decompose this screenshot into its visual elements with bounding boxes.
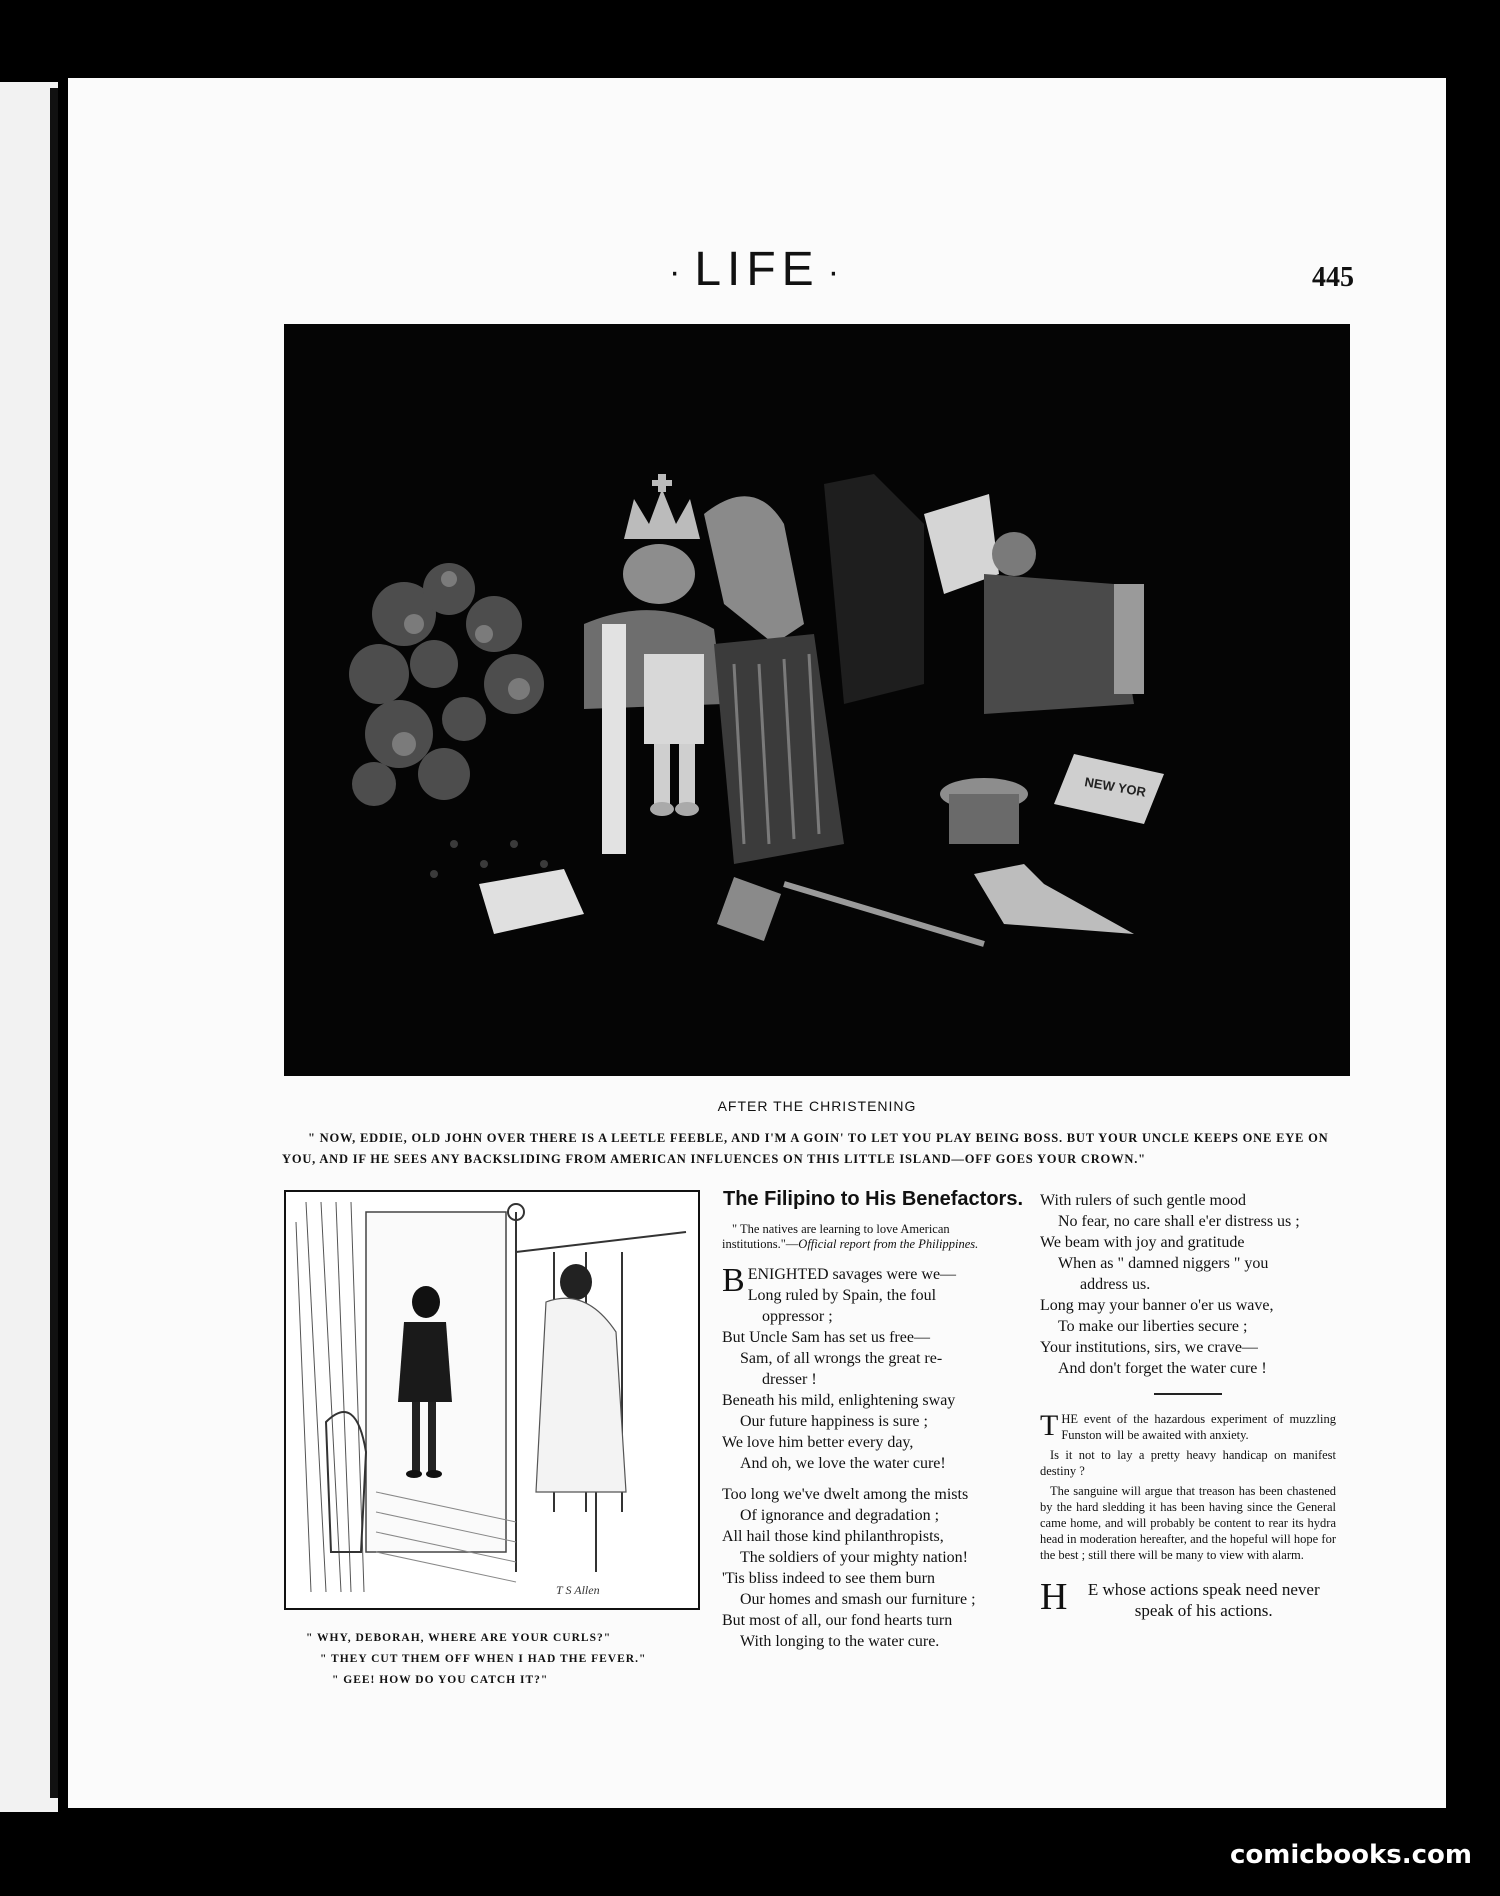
page-number: 445: [1312, 262, 1354, 293]
section-divider: [1154, 1393, 1222, 1395]
magazine-page: [68, 78, 1446, 1808]
book-spine: [50, 88, 58, 1798]
poem-stanza-1: [722, 1264, 1024, 1474]
poem-line: Too long we've dwelt among the mists: [722, 1486, 969, 1503]
main-cartoon-quote: " NOW, EDDIE, OLD JOHN OVER THERE IS A LEETLE FEEBLE, AND I'M A GOIN' TO LET YOU PLAY BEING BOSS. BUT YOUR UNCLE KEEPS ONE EYE ON YOU, AND IF HE SEES ANY BACKSLIDING FROM AMERICAN INFLUENCES ON THIS LITTLE ISLAND—OFF GOES YOUR CROWN.": [282, 1131, 1329, 1166]
poem-title: The Filipino to His Benefactors.: [722, 1188, 1024, 1210]
maxim: H E whose actions speak need never speak of his actions.: [1040, 1576, 1320, 1620]
masthead-title: LIFE: [694, 243, 820, 296]
poem-line: No fear, no care shall e'er distress us ;: [1058, 1213, 1300, 1230]
poem-line: Sam, of all wrongs the great re-: [740, 1350, 943, 1367]
poem-line: We love him better every day,: [722, 1434, 914, 1451]
masthead-dot-left: ·: [668, 252, 687, 291]
artist-signature: T S Allen: [556, 1583, 600, 1597]
poem-line: When as " damned niggers " you: [1058, 1255, 1269, 1272]
poem-line: Our future happiness is sure ;: [740, 1413, 928, 1430]
poem-line: The soldiers of your mighty nation!: [740, 1549, 968, 1566]
watermark: comicbooks.com: [1229, 1840, 1472, 1870]
poem-line: And don't forget the water cure !: [1058, 1360, 1267, 1377]
poem-line: Your institutions, sirs, we crave—: [1040, 1339, 1258, 1356]
poem-line: We beam with joy and gratitude: [1040, 1234, 1245, 1251]
poem-line: With longing to the water cure.: [740, 1633, 940, 1650]
poem-line: 'Tis bliss indeed to see them burn: [722, 1570, 935, 1587]
epigraph-source: Official report from the Philippines.: [798, 1237, 979, 1251]
masthead: [68, 242, 1446, 297]
poem-line: BENIGHTED savages were we—: [722, 1262, 957, 1299]
caption-line: " THEY CUT THEM OFF WHEN I HAD THE FEVER.": [320, 1653, 647, 1665]
main-cartoon-title: AFTER THE CHRISTENING: [717, 1098, 917, 1114]
main-cartoon-drawing: [284, 324, 1350, 1076]
poem-line: To make our liberties secure ;: [1058, 1318, 1248, 1335]
poem-line: And oh, we love the water cure!: [740, 1455, 946, 1472]
poem-line: Of ignorance and degradation ;: [740, 1507, 940, 1524]
poem-line: oppressor ;: [762, 1308, 833, 1325]
poem-line: dresser !: [762, 1371, 817, 1388]
editorial-paragraph-2: Is it not to lay a pretty heavy handicap on manifest destiny ?: [1040, 1448, 1336, 1478]
poem-epigraph: [722, 1222, 1024, 1252]
editorial-paragraph-3: The sanguine will argue that treason has been chastened by the hard sledding it has been having since the General came home, and will probably be content to rear its hydra head in moderation hereafter, and the hopeful will hope for the best ; still there will be many to view with alarm.: [1040, 1484, 1336, 1562]
small-cartoon-caption: [306, 1628, 686, 1691]
poem-line: But most of all, our fond hearts turn: [722, 1612, 953, 1629]
poem-stanza-3: [1040, 1190, 1336, 1379]
poem-line: All hail those kind philanthropists,: [722, 1528, 944, 1545]
poem-line: But Uncle Sam has set us free—: [722, 1329, 930, 1346]
poem-column: [722, 1186, 1024, 1662]
masthead-dot-right: ·: [827, 252, 846, 291]
small-cartoon-illustration: [284, 1190, 700, 1610]
poem-line: Long ruled by Spain, the foul: [747, 1287, 937, 1304]
poem-line: address us.: [1080, 1276, 1151, 1293]
poem-line: Our homes and smash our furniture ;: [740, 1591, 976, 1608]
small-cartoon-drawing: [286, 1192, 698, 1608]
maxim-dropcap: H: [1040, 1576, 1068, 1618]
main-cartoon-illustration: [284, 324, 1350, 1076]
poem-line: Beneath his mild, enlightening sway: [722, 1392, 956, 1409]
editorial-paragraph-1: THE event of the hazardous experiment of muzzling Funston will be awaited with anxiety.: [1040, 1409, 1336, 1442]
poem-stanza-2: [722, 1484, 1024, 1652]
editorial-dropcap: T: [1040, 1409, 1059, 1442]
caption-line: " GEE! HOW DO YOU CATCH IT?": [332, 1674, 549, 1686]
right-column: [1040, 1190, 1336, 1621]
caption-line: " WHY, DEBORAH, WHERE ARE YOUR CURLS?": [306, 1632, 612, 1644]
newspaper-label: NEW YOR: [1083, 774, 1148, 800]
poem-dropcap: B: [722, 1262, 745, 1299]
epigraph-quote: " The natives are learning to love American institutions."—: [722, 1222, 950, 1251]
poem-line: With rulers of such gentle mood: [1040, 1192, 1246, 1209]
poem-line: Long may your banner o'er us wave,: [1040, 1297, 1274, 1314]
